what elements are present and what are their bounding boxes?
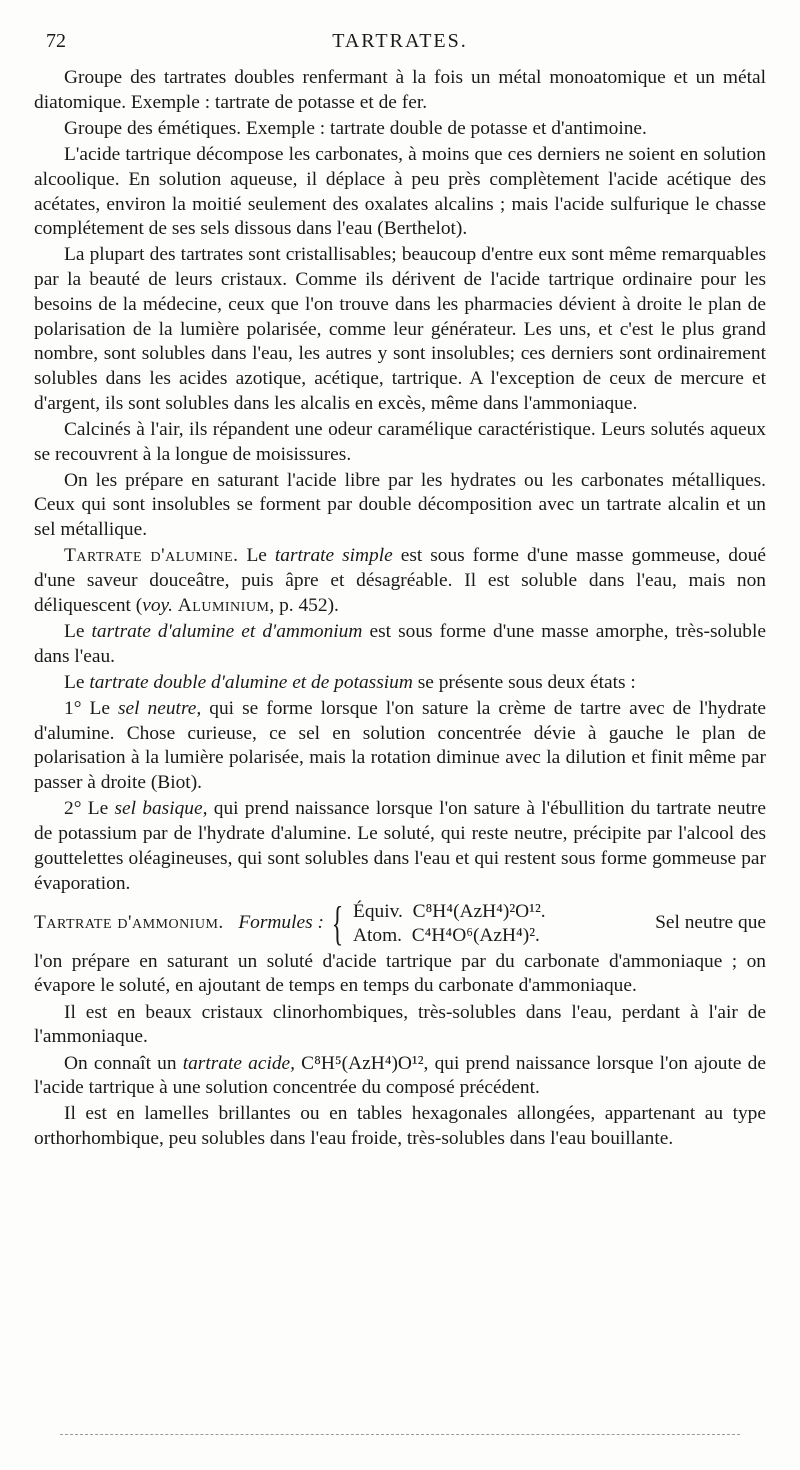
italic-term: tartrate simple [274, 545, 393, 567]
text-run: Le [64, 620, 92, 642]
footer-rule [60, 1434, 740, 1435]
italic-term: sel basique, [114, 798, 208, 820]
page-header [46, 30, 754, 64]
alumine-paragraph [34, 544, 766, 618]
body-text [34, 66, 766, 1153]
italic-term: tartrate acide, [182, 1052, 295, 1074]
paragraph: Il est en lamelles brillantes ou en tables hexagonales allongées, appartenant au type orthorhombique, peu solubles dans l'eau froide, très-solubles dans l'eau bouillante. [34, 1103, 766, 1150]
chemical-formula: C⁸H⁵(AzH⁴)O¹², [295, 1052, 429, 1074]
text-run: est sous forme d'une masse amorphe, très-soluble dans l'eau. [34, 620, 766, 667]
text-run: Le [81, 798, 115, 820]
section-heading-alumine: Tartrate d'alumine. [64, 545, 239, 567]
paragraph: Il est en beaux cristaux clinorhombiques, très-solubles dans l'eau, perdant à l'air de l'ammoniaque. [34, 1001, 766, 1048]
text-run: , p. 452). [269, 594, 339, 616]
formula-label: Atom. [353, 924, 403, 946]
item-number: 2° [64, 798, 82, 820]
paragraph [34, 1052, 766, 1101]
paragraph: On les prépare en saturant l'acide libre par les hydrates ou les carbonates métalliques. Ceux qui sont insolubles se forment par double décomposition avec un tartrate alcalin et un sel métallique. [34, 469, 766, 541]
text-run: Le [81, 698, 118, 720]
text-run: On connaît un [64, 1052, 183, 1074]
text-run: qui prend naissance lorsque l'on ajoute de l'acide tartrique à une solution concentrée du composé précédent. [34, 1052, 766, 1099]
paragraph: Calcinés à l'air, ils répandent une odeur caramélique caractéristique. Leurs solutés aqueux se recouvrent à la longue de moisissures. [34, 418, 766, 465]
paragraph [34, 797, 766, 896]
paragraph [34, 697, 766, 796]
italic-term: voy. [142, 594, 173, 616]
formula-row-atom [353, 924, 546, 948]
paragraph [34, 620, 766, 669]
italic-term: tartrate double d'alumine et de potassium [89, 671, 413, 693]
paragraph [34, 671, 766, 696]
text-run: Le [64, 671, 90, 693]
formula-trailing-text: Sel neutre que [655, 912, 766, 934]
formula-block [34, 898, 766, 950]
formula-lead [34, 911, 324, 936]
page-number: 72 [46, 30, 66, 52]
cross-reference: Aluminium [177, 594, 270, 616]
chemical-formula: C⁴H⁴O⁶(AzH⁴)². [411, 924, 540, 946]
brace: { [331, 896, 344, 950]
italic-term: sel neutre, [117, 698, 202, 720]
paragraph: Groupe des tartrates doubles renfermant à la fois un métal monoatomique et un métal diatomique. Exemple : tartrate de potasse et de fer. [34, 67, 766, 113]
text-run: Le [238, 545, 275, 567]
text-run: qui prend naissance lorsque l'on sature à l'ébullition du tartrate neutre de potassium par de l'hydrate d'alumine. Le soluté, qui reste neutre, précipite par l'alcool des gouttelettes oléagineuses, qui sont solubles dans l'eau et qui restent sous forme gommeuse par évaporation. [34, 798, 766, 894]
paragraph: La plupart des tartrates sont cristallisables; beaucoup d'entre eux sont même remarquables par la beauté de leurs cristaux. Comme ils dérivent de l'acide tartrique ordinaire pour les besoins de la médecine, ceux que l'on trouve dans les pharmacies dévient à droite le plan de polarisation de la lumière polarisée, comme leur générateur. Les uns, et c'est le plus grand nombre, sont solubles dans l'eau, les autres y sont insolubles; ces derniers sont ordinairement solubles dans les acides azotique, acétique, tartrique. A l'exception de ceux de mercure et d'argent, ils sont solubles dans les alcalis en excès, même dans l'ammoniaque. [34, 244, 766, 414]
running-title: TARTRATES. [332, 30, 468, 52]
italic-term: tartrate d'alumine et d'ammonium [91, 620, 363, 642]
text-run: est sous forme d'une masse gommeuse, doué d'une saveur douceâtre, puis âpre et désagréable. Il est soluble dans l'eau, mais non déliquescent ( [34, 545, 766, 616]
text-run: qui se forme lorsque l'on sature la crème de tartre avec de l'hydrate d'alumine. Chose curieuse, ce sel en solution concentrée dévie à gauche le plan de polarisation à la lumière polarisée, mais la rotation diminue avec la dilution et finit même par passer à droite (Biot). [34, 698, 766, 794]
paragraph: l'on prépare en saturant un soluté d'acide tartrique par du carbonate d'ammoniaque ; on évapore le soluté, en ajoutant de temps en temps du carbonate d'ammoniaque. [34, 950, 766, 997]
section-heading-ammonium: Tartrate d'ammonium. [34, 912, 224, 934]
formules-label: Formules : [238, 912, 324, 934]
formula-row-equiv [353, 900, 546, 924]
formula-label: Équiv. [353, 900, 403, 922]
chemical-formula: C⁸H⁴(AzH⁴)²O¹². [412, 900, 546, 922]
item-number: 1° [64, 698, 82, 720]
text-run: se présente sous deux états : [412, 671, 636, 693]
paragraph: L'acide tartrique décompose les carbonates, à moins que ces derniers ne soient en solution alcoolique. En solution aqueuse, il déplace à peu près complètement l'acide acétique des acétates, environ la moitié seulement des oxalates alcalins ; mais l'acide sulfurique le chasse complétement de ses sels dissous dans l'eau (Berthelot). [34, 144, 766, 240]
paragraph: Groupe des émétiques. Exemple : tartrate double de potasse et d'antimoine. [64, 117, 647, 139]
formula-rows [353, 900, 546, 948]
